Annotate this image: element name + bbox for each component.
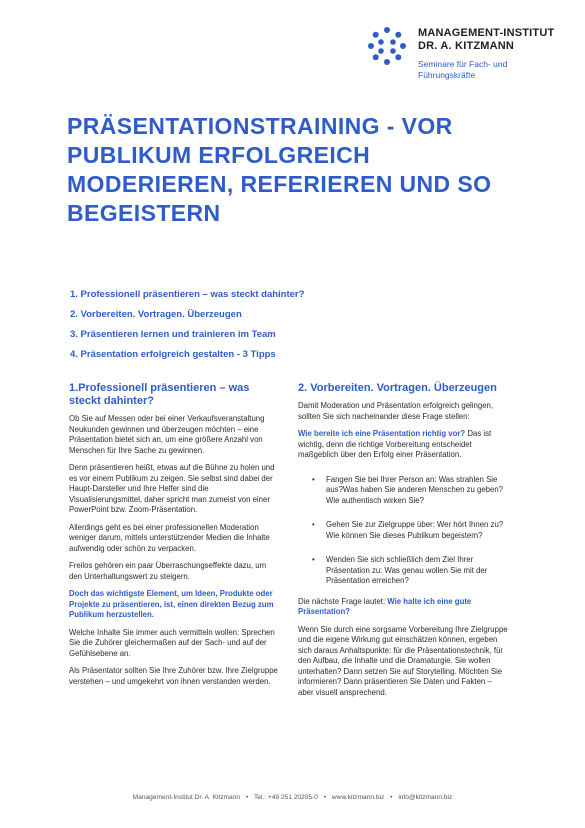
footer-company: Management-Institut Dr. A. Kitzmann [132, 794, 241, 801]
table-of-contents [70, 289, 530, 369]
brand-block [418, 27, 554, 81]
list-item: • Wenden Sie sich schließlich dem Ziel Ihrer Präsentation zu: Was genau wollen Sie mit der Präsentation erreichen? [298, 555, 508, 587]
footer-separator: • [390, 794, 393, 801]
footer-phone: Tel.: +49 251 20205-0 [253, 794, 318, 801]
paragraph-text: Das ist wichtig, denn die richtige Vorbereitung entscheidet maßgeblich über den Erfolg einer Präsentation. [298, 429, 492, 459]
bullet-list [298, 475, 508, 587]
paragraph [298, 597, 508, 618]
paragraph: Denn präsentieren heißt, etwas auf die Bühne zu holen und es vor einem Publikum zu zeigen. Sie selbst sind dabei der Haupt-Darsteller und Ihre Helfer sind die Visualisierungsmittel, daher spricht man zumeist von einer PowerPoint bzw. Zoom-Präsentation. [69, 463, 275, 514]
highlight-question: Wie halte ich eine gute Präsentation? [298, 596, 472, 616]
right-column [298, 382, 508, 705]
paragraph: Wenn Sie durch eine sorgsame Vorbereitung Ihre Zielgruppe und die eigene Wirkung gut einschätzen können, ergeben sich daraus Anhaltspunkte: für die Präsentationstechnik, für den Aufbau, die Inhalte und die Dramaturgie. Sie wollen unterhalten? Dann setzen Sie auf Storytelling. Möchten Sie informieren? Dann präsentieren Sie Daten und Fakten – aber visuell ansprechend. [298, 624, 508, 697]
paragraph: Ob Sie auf Messen oder bei einer Verkaufsveranstaltung Neukunden gewinnen und überzeugen möchten – eine Präsentation bietet sich an, um eine größere Anzahl von Menschen für Ihre Sache zu gewinnen. [69, 414, 265, 455]
paragraph-text: Die nächste Frage lautet: [298, 596, 388, 606]
section-1-heading: 1.Professionell präsentieren – was steckt dahinter? [69, 382, 250, 407]
paragraph: Freilos gehören ein paar Überraschungseffekte dazu, um den Unterhaltungswert zu steigern. [69, 561, 267, 581]
paragraph: Damit Moderation und Präsentation erfolgreich gelingen, sollten Sie sich nacheinander diese Frage stellen: [298, 401, 494, 421]
list-item: • Fangen Sie bei Ihrer Person an: Was strahlen Sie aus?Was haben Sie anderen Menschen zu geben? Wie authentisch wirken Sie? [298, 475, 508, 507]
toc-item[interactable]: 1. Professionell präsentieren – was steckt dahinter? [70, 289, 305, 300]
brand-name-line2: DR. A. KITZMANN [418, 40, 515, 52]
paragraph: Als Präsentator sollten Sie Ihre Zuhörer bzw. Ihre Zielgruppe verstehen – und umgekehrt von ihnen verstanden werden. [69, 666, 278, 686]
dotted-circle-logo-icon [367, 26, 407, 66]
left-column [69, 382, 279, 694]
toc-item[interactable]: 2. Vorbereiten. Vortragen. Überzeugen [70, 309, 242, 320]
paragraph [298, 429, 508, 461]
brand-tagline: Seminare für Fach- und Führungskräfte [418, 59, 508, 80]
page-title: PRÄSENTATIONSTRAINING - VOR PUBLIKUM ERFOLGREICH MODERIEREN, REFERIEREN UND SO BEGEISTERN [67, 113, 492, 226]
paragraph: Allerdings geht es bei einer professionellen Moderation weniger darum, mittels unterstützender Medien die Inhalte aufwendig oder schön zu verpacken. [69, 522, 270, 553]
footer [0, 794, 585, 801]
section-2-heading: 2. Vorbereiten. Vortragen. Überzeugen [298, 382, 497, 394]
footer-separator: • [245, 794, 249, 801]
brand-name-line1: MANAGEMENT-INSTITUT [418, 27, 555, 39]
toc-item[interactable]: 4. Präsentation erfolgreich gestalten - 3 Tipps [70, 349, 276, 360]
highlight-question: Wie bereite ich eine Präsentation richtig vor? [298, 429, 466, 438]
highlight-paragraph: Doch das wichtigste Element, um Ideen, Produkte oder Projekte zu präsentieren, ist, einen direkten Bezug zum Publikum herzustellen. [69, 589, 274, 619]
footer-web-link[interactable]: www.kitzmann.biz [331, 794, 385, 801]
footer-separator: • [323, 794, 327, 801]
list-item: • Gehen Sie zur Zielgruppe über: Wer hört Ihnen zu? Wie können Sie dieses Publikum begeistern? [298, 520, 508, 541]
paragraph: Welche Inhalte Sie immer auch vermitteln wollen: Sprechen Sie die Zuhörer gleichermaßen auf der Sach- und auf der Gefühlsebene an. [69, 627, 275, 658]
footer-email-link[interactable]: info@kitzmann.biz [398, 794, 453, 801]
toc-item[interactable]: 3. Präsentieren lernen und trainieren im Team [70, 329, 276, 340]
